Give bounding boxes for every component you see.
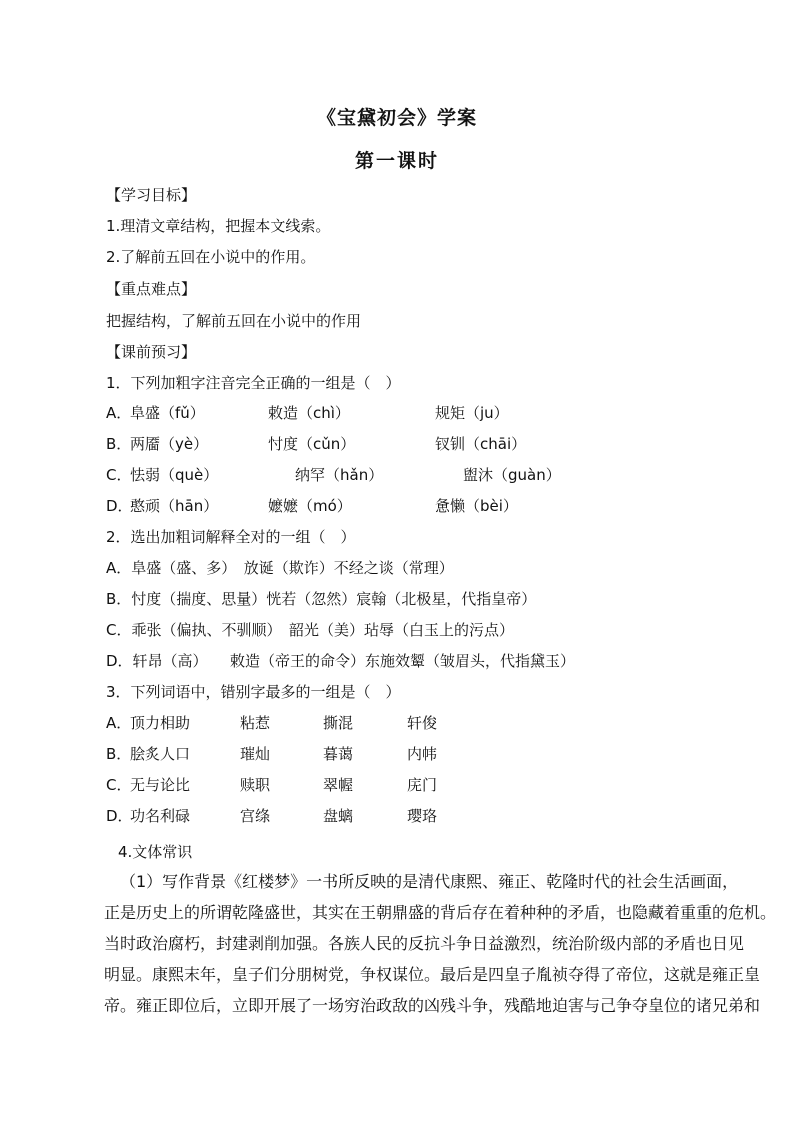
option-letter: A． (106, 404, 132, 422)
option-item: 忖度（cǔn） (268, 435, 356, 453)
option-item: 撕混 (323, 714, 354, 732)
option-letter: B． (106, 435, 132, 453)
key-points-heading: 【重点难点】 (106, 280, 197, 298)
option-item: 怯弱（què） (130, 466, 219, 484)
option-item: 内帏 (407, 745, 438, 763)
learning-goals-heading: 【学习目标】 (106, 186, 197, 204)
question-1-stem: 1．下列加粗字注音完全正确的一组是（ ） (106, 374, 401, 392)
option-letter: B． (106, 745, 132, 763)
option-item: 庑门 (407, 776, 438, 794)
document-title: 《宝黛初会》学案 (316, 107, 477, 129)
option-item: 纳罕（hǎn） (295, 466, 384, 484)
question-4-heading: 4.文体常识 (118, 843, 193, 861)
option-letter: D． (106, 497, 133, 515)
question-2-option: B．忖度（揣度、思量）恍若（忽然）宸翰（北极星，代指皇帝） (106, 590, 537, 608)
question-2-option: A．阜盛（盛、多） 放诞（欺诈）不经之谈（常理） (106, 559, 454, 577)
key-points-text: 把握结构，了解前五回在小说中的作用 (106, 312, 362, 330)
goal-item: 1.理清文章结构，把握本文线索。 (106, 217, 331, 235)
option-item: 盥沐（guàn） (463, 466, 561, 484)
goal-item: 2.了解前五回在小说中的作用。 (106, 248, 316, 266)
option-item: 轩俊 (407, 714, 438, 732)
option-item: 憨顽（hān） (130, 497, 219, 515)
option-letter: D． (106, 807, 133, 825)
option-item: 翠幄 (323, 776, 354, 794)
option-item: 惫懒（bèi） (435, 497, 518, 515)
question-2-option: C．乖张（偏执、不驯顺） 韶光（美）玷辱（白玉上的污点） (106, 621, 514, 639)
background-paragraph-line: （1）写作背景《红楼梦》一书所反映的是清代康熙、雍正、乾隆时代的社会生活画面， (120, 872, 739, 891)
question-2-option: D．轩昂（高） 敕造（帝王的命令）东施效颦（皱眉头，代指黛玉） (106, 652, 576, 670)
option-item: 粘惹 (240, 714, 271, 732)
lesson-subtitle: 第一课时 (354, 150, 439, 172)
option-item: 阜盛（fǔ） (130, 404, 205, 422)
option-letter: C． (106, 776, 132, 794)
preview-heading: 【课前预习】 (106, 343, 197, 361)
option-item: 钗钏（chāi） (435, 435, 527, 453)
option-letter: C． (106, 466, 132, 484)
option-item: 两靥（yè） (130, 435, 209, 453)
option-item: 赎职 (240, 776, 271, 794)
option-item: 敕造（chì） (268, 404, 350, 422)
background-paragraph-line: 明显。康熙末年，皇子们分朋树党，争权谋位。最后是四皇子胤祯夺得了帝位，这就是雍正皇 (104, 965, 761, 984)
option-item: 脍炙人口 (130, 745, 191, 763)
option-item: 盘螭 (323, 807, 354, 825)
question-2-stem: 2．选出加粗词解释全对的一组（ ） (106, 528, 356, 546)
option-item: 嬷嬷（mó） (268, 497, 352, 515)
option-item: 暮蔼 (323, 745, 354, 763)
option-item: 无与论比 (130, 776, 191, 794)
option-item: 顶力相助 (130, 714, 191, 732)
option-item: 璀灿 (240, 745, 271, 763)
option-item: 宫绦 (240, 807, 271, 825)
option-item: 功名利碌 (130, 807, 191, 825)
question-3-stem: 3．下列词语中，错别字最多的一组是（ ） (106, 683, 401, 701)
option-letter: A． (106, 714, 132, 732)
option-item: 璎珞 (407, 807, 438, 825)
background-paragraph-line: 当时政治腐朽，封建剥削加强。各族人民的反抗斗争日益激烈，统治阶级内部的矛盾也日见 (104, 934, 745, 953)
background-paragraph-line: 正是历史上的所谓乾隆盛世，其实在王朝鼎盛的背后存在着种种的矛盾，也隐藏着重重的危机。 (104, 903, 777, 922)
background-paragraph-line: 帝。雍正即位后，立即开展了一场穷治政敌的凶残斗争，残酷地迫害与己争夺皇位的诸兄弟和 (104, 996, 761, 1015)
option-item: 规矩（ju） (435, 404, 509, 422)
